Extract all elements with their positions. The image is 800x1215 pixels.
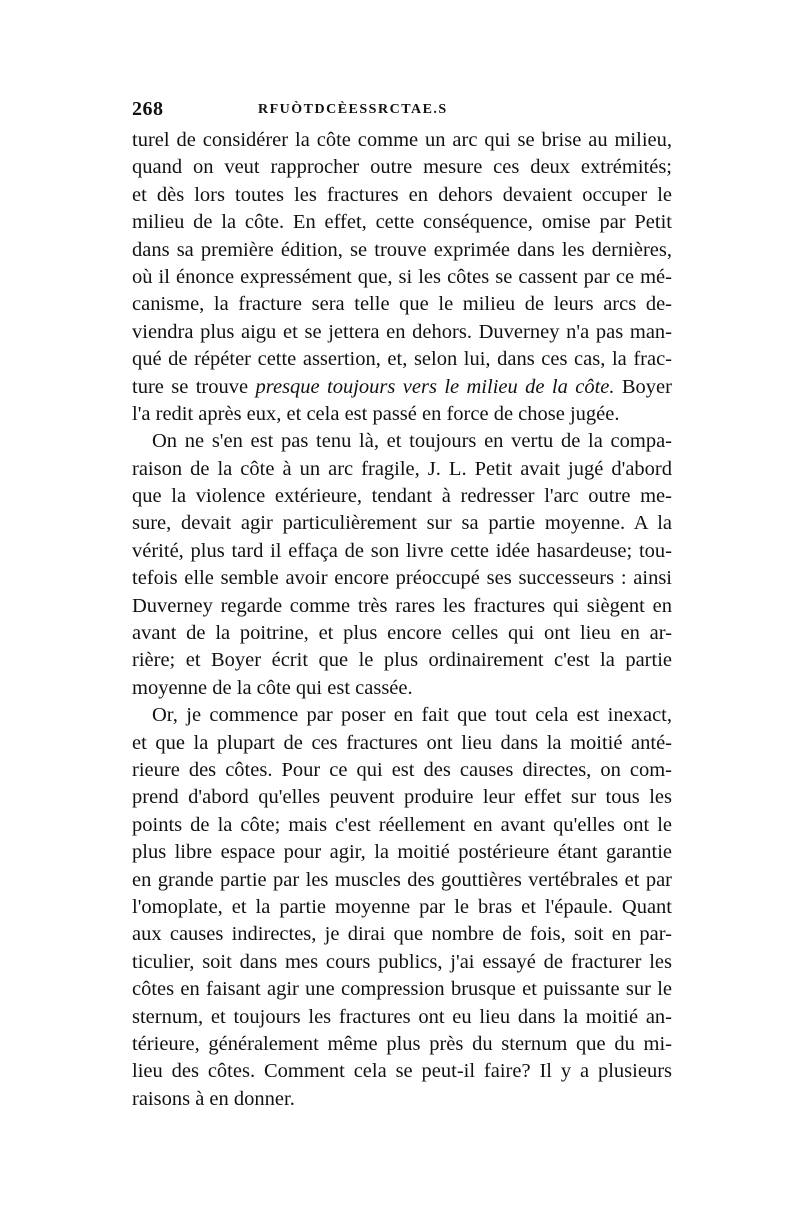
page-number: 268 [132, 98, 164, 120]
text-line: points de la côte; mais c'est réellement en avant qu'elles ont le [132, 813, 672, 836]
text-line: On ne s'en est pas tenu là, et toujours en vertu de la compa- [152, 430, 672, 453]
text-line: rieure des côtes. Pour ce qui est des causes directes, on com- [132, 758, 672, 781]
paragraph-1 [132, 127, 672, 428]
text-line: vérité, plus tard il effaça de son livre cette idée hasardeuse; tou- [132, 539, 672, 562]
text-line: Duverney regarde comme très rares les fractures qui siègent en [132, 594, 672, 617]
text-line: et que la plupart de ces fractures ont lieu dans la moitié anté- [132, 731, 672, 754]
text-line: quand on veut rapprocher outre mesure ces deux extrémités; [132, 156, 672, 179]
text-line: sure, devait agir particulièrement sur sa partie moyenne. A la [132, 512, 672, 535]
text-line: que la violence extérieure, tendant à redresser l'arc outre me- [132, 485, 672, 508]
text-line: turel de considérer la côte comme un arc qui se brise au milieu, [132, 129, 672, 151]
page-header [132, 98, 672, 122]
text-segment: Boyer [614, 375, 672, 398]
text-line: raisons à en donner. [132, 1087, 295, 1110]
text-line: tefois elle semble avoir encore préoccupé ses successeurs : ainsi [132, 567, 672, 590]
italic-quote: presque toujours vers le milieu de la côte. [255, 375, 615, 398]
text-line-with-italic [132, 374, 672, 401]
text-line: avant de la poitrine, et plus encore celles qui ont lieu en ar- [132, 622, 672, 645]
text-line: Or, je commence par poser en fait que tout cela est inexact, [152, 704, 672, 727]
text-line: l'omoplate, et la partie moyenne par le bras et l'épaule. Quant [132, 895, 672, 918]
text-line: qué de répéter cette assertion, et, selon lui, dans ces cas, la frac- [132, 348, 672, 371]
text-line: lieu des côtes. Comment cela se peut-il faire? Il y a plusieurs [132, 1060, 672, 1083]
text-line: prend d'abord qu'elles peuvent produire leur effet sur tous les [132, 786, 672, 809]
text-segment: ture se trouve [132, 375, 256, 398]
text-line: en grande partie par les muscles des gouttières vertébrales et par [132, 868, 672, 891]
text-line: canisme, la fracture sera telle que le milieu de leurs arcs de- [132, 293, 672, 316]
text-line: l'a redit après eux, et cela est passé en force de chose jugée. [132, 402, 620, 425]
paragraph-2 [132, 428, 672, 702]
text-line: raison de la côte à un arc fragile, J. L. Petit avait jugé d'abord [132, 457, 672, 480]
text-line: térieure, généralement même plus près du sternum que du mi- [132, 1032, 672, 1055]
text-line: sternum, et toujours les fractures ont eu lieu dans la moitié an- [132, 1005, 672, 1028]
text-line: moyenne de la côte qui est cassée. [132, 676, 413, 699]
paragraph-3 [132, 702, 672, 1113]
text-line: plus libre espace pour agir, la moitié postérieure étant garantie [132, 841, 672, 864]
text-line: dans sa première édition, se trouve exprimée dans les dernières, [132, 238, 672, 261]
text-line: milieu de la côte. En effet, cette conséquence, omise par Petit [132, 211, 672, 234]
text-line: où il énonce expressément que, si les côtes se cassent par ce mé- [132, 265, 672, 288]
text-line: aux causes indirectes, je dirai que nombre de fois, soit en par- [132, 923, 672, 946]
text-line: côtes en faisant agir une compression brusque et puissante sur le [132, 978, 672, 1001]
text-line: viendra plus aigu et se jettera en dehors. Duverney n'a pas man- [132, 320, 672, 343]
body-text [132, 127, 672, 1113]
text-line: rière; et Boyer écrit que le plus ordinairement c'est la partie [132, 649, 672, 672]
running-title: RFUÒTDCÈESSRCTAE.S [258, 102, 448, 117]
text-line: et dès lors toutes les fractures en dehors devaient occuper le [132, 183, 672, 206]
text-line: ticulier, soit dans mes cours publics, j'ai essayé de fracturer les [132, 950, 672, 973]
